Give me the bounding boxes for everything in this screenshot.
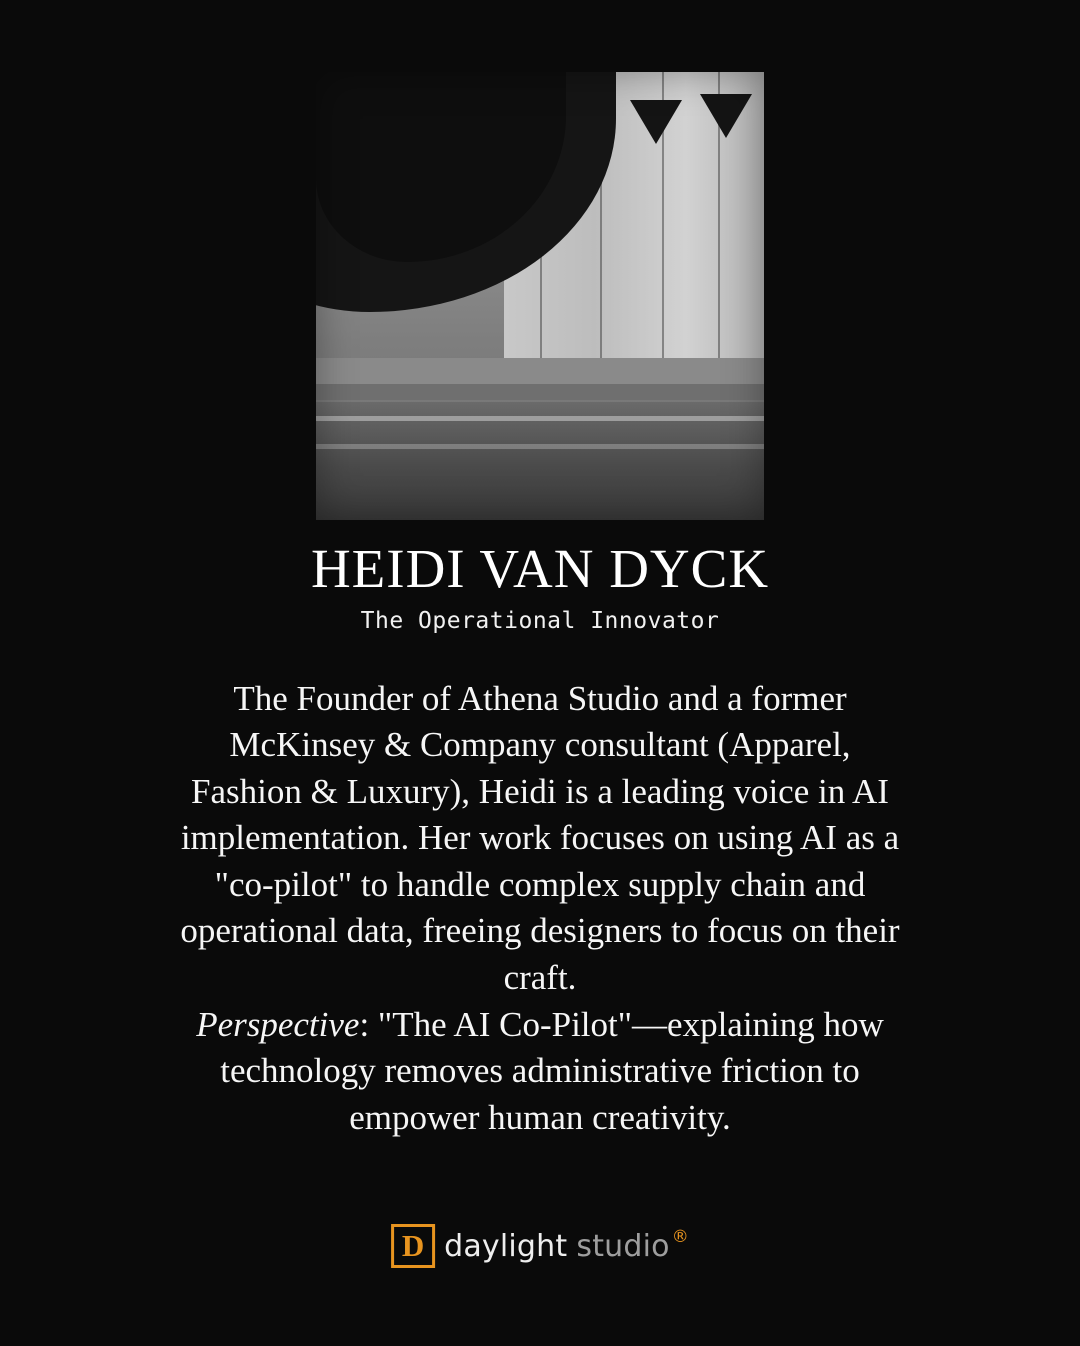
bio-perspective [170,1002,910,1142]
background-rail [316,416,764,421]
background-rail [316,444,764,449]
person-subtitle: The Operational Innovator [360,607,720,634]
person-name: HEIDI VAN DYCK [310,538,770,599]
logo-wordmark [444,1226,689,1264]
brand-logo [391,1224,689,1268]
perspective-text: : "The AI Co-Pilot"—explaining how technology removes administrative friction to empower human creativity. [220,1004,884,1137]
registered-trademark-icon: ® [671,1226,689,1247]
bio-paragraph: The Founder of Athena Studio and a former McKinsey & Company consultant (Apparel, Fashion & Luxury), Heidi is a leading voice in AI implementation. Her work focuses on using AI as a "co-pilot" to handle complex supply chain and operational data, freeing designers to focus on their craft. [180,678,900,998]
logo-name: daylight [444,1228,568,1264]
portrait-image [316,72,764,520]
logo-mark-icon: D [391,1224,435,1268]
background-triangle [700,94,752,138]
portrait-graphic [316,72,764,520]
logo-suffix: studio [576,1228,670,1264]
bio-block [170,676,910,1141]
background-triangle [630,100,682,144]
perspective-label: Perspective [196,1004,360,1044]
background-band [316,384,764,400]
background-band [316,358,764,384]
